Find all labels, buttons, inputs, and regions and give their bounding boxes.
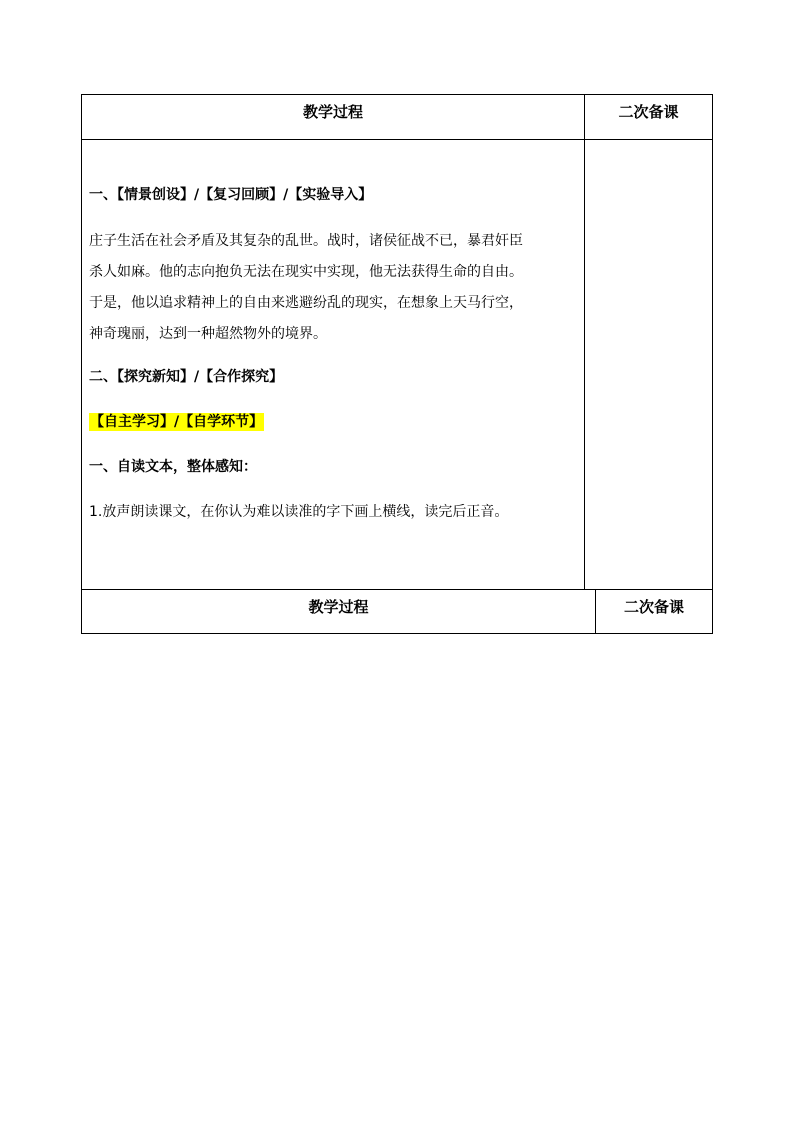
header-divider bbox=[81, 139, 713, 140]
self-study-tag-line bbox=[89, 407, 264, 438]
footer-divider bbox=[81, 589, 713, 590]
intro-line-2: 杀人如麻。他的志向抱负无法在现实中实现，他无法获得生命的自由。 bbox=[89, 264, 523, 280]
task-item-1: 1.放声朗读课文，在你认为难以读准的字下画上横线，读完后正音。 bbox=[89, 504, 509, 520]
read-text-subheading: 一、自读文本，整体感知： bbox=[89, 459, 257, 475]
footer-teaching-process: 教学过程 bbox=[308, 598, 369, 616]
header-secondary-prep: 二次备课 bbox=[618, 103, 679, 121]
column-divider-upper bbox=[584, 94, 585, 590]
section1-heading: 一、【情景创设】/【复习回顾】/【实验导入】 bbox=[89, 187, 373, 203]
intro-line-4: 神奇瑰丽，达到一种超然物外的境界。 bbox=[89, 326, 327, 342]
header-teaching-process: 教学过程 bbox=[302, 103, 363, 121]
intro-line-3: 于是，他以追求精神上的自由来逃避纷乱的现实，在想象上天马行空， bbox=[89, 295, 523, 311]
self-study-highlight: 【自主学习】/【自学环节】 bbox=[90, 414, 264, 430]
intro-paragraph bbox=[89, 226, 579, 350]
section2-heading: 二、【探究新知】/【合作探究】 bbox=[89, 369, 284, 385]
intro-line-1: 庄子生活在社会矛盾及其复杂的乱世。战时，诸侯征战不已，暴君奸臣 bbox=[89, 233, 523, 249]
footer-secondary-prep: 二次备课 bbox=[623, 598, 684, 616]
